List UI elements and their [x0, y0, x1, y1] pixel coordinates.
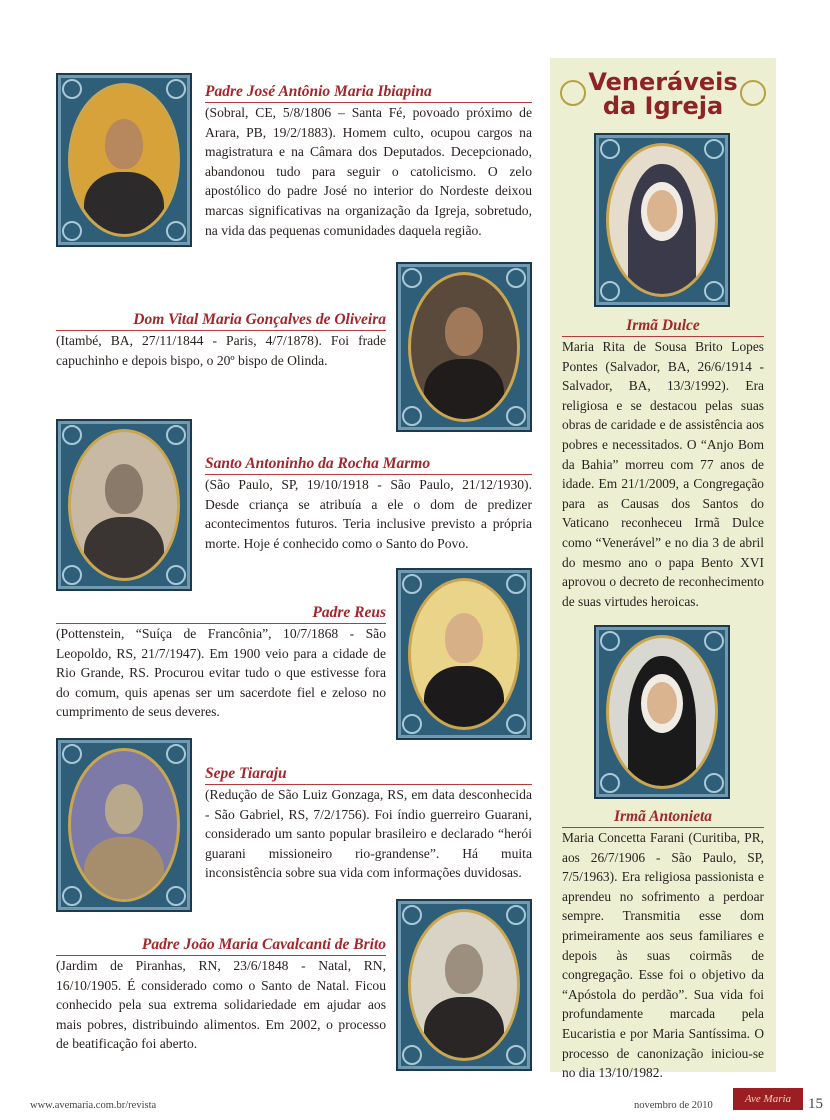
sidebar-title [550, 70, 776, 118]
entry-text: (Redução de São Luiz Gonzaga, RS, em data desconhecida - São Gabriel, RS, 7/2/1756). Foi índio guerreiro Guarani, considerado um santo popular brasileiro e declarado “herói guarani missioneiro rio-grandense”. Há muita inconsistência sobre sua vida com informações duvidosas. [205, 787, 532, 881]
footer-date: novembro de 2010 [634, 1100, 713, 1111]
portrait-padre-ibiapina [56, 73, 192, 247]
entry-title: Dom Vital Maria Gonçalves de Oliveira [133, 311, 386, 328]
portrait-padre-reus [396, 568, 532, 740]
entry-title: Padre José Antônio Maria Ibiapina [205, 83, 432, 100]
portrait-padre-joao-maria [396, 899, 532, 1071]
portrait-sepe-tiaraju [56, 738, 192, 912]
page-number: 15 [808, 1096, 823, 1112]
entry-title: Padre Reus [312, 604, 386, 621]
portrait-irma-dulce [594, 133, 730, 307]
entry-padre-ibiapina [205, 82, 532, 240]
sidebar-item-title: Irmã Antonieta [613, 808, 713, 825]
entry-dom-vital [56, 310, 386, 370]
footer-url[interactable]: www.avemaria.com.br/revista [30, 1100, 157, 1111]
entry-title: Sepe Tiaraju [205, 765, 287, 782]
sidebar-title-line2: da Igreja [602, 92, 724, 120]
sidebar-item-irma-dulce [562, 316, 764, 611]
entry-padre-reus [56, 603, 386, 722]
entry-text: (Itambé, BA, 27/11/1844 - Paris, 4/7/1878). Foi frade capuchinho e depois bispo, o 20º bispo de Olinda. [56, 333, 386, 368]
veneraveis-sidebar [550, 58, 776, 1081]
portrait-irma-antonieta [594, 625, 730, 799]
magazine-logo: Ave Maria [733, 1088, 803, 1110]
entry-title: Padre João Maria Cavalcanti de Brito [141, 936, 386, 953]
sidebar-item-text: Maria Concetta Farani (Curitiba, PR, aos 26/7/1906 - São Paulo, SP, 7/5/1963). Era religiosa passionista e aprendeu no sofrimento a perdoar sempre. Transmitia esse dom primeiramente aos seus familiares e depois às suas coirmãs de congregação. Esse foi o objetivo da “Apóstola do perdão”. Sua vida foi profundamente marcada pela Eucaristia e por Maria Santíssima. O processo de canonização iniciou-se no dia 13/10/1982. [562, 830, 764, 1081]
sidebar-item-irma-antonieta [562, 807, 764, 1083]
sidebar-title-line1: Veneráveis [588, 68, 738, 96]
entry-text: (Pottenstein, “Suíça de Francônia”, 10/7/1868 - São Leopoldo, RS, 21/7/1947). Em 1900 veio para a cidade de Rio Grande, RS. Procurou evitar tudo o que estivesse fora do comum, quis apenas ser um sacerdote fiel e zeloso no cumprimento de seus deveres. [56, 626, 386, 720]
entry-sepe-tiaraju [205, 764, 532, 883]
portrait-dom-vital [396, 262, 532, 432]
entry-text: (Jardim de Piranhas, RN, 23/6/1848 - Natal, RN, 16/10/1905. É considerado como o Santo de Natal. Ficou conhecido pela sua extrema solidariedade em ajudar aos mais pobres, distribuindo alimentos. Em 2002, o processo de beatificação foi aberto. [56, 958, 386, 1052]
entry-text: (Sobral, CE, 5/8/1806 – Santa Fé, povoado próximo de Arara, PB, 19/2/1883). Homem culto, ocupou cargos na magistratura e na Câmara dos Deputados. Decepcionado, abandonou tudo para seguir o catolicismo. O zelo apostólico do padre José no interior do Nordeste deixou marcas significativas na organização da Igreja, sobretudo, na vida das pequenas comunidades daquela região. [205, 105, 532, 238]
portrait-antoninho [56, 419, 192, 591]
sidebar-item-title: Irmã Dulce [626, 317, 700, 334]
entry-antoninho [205, 454, 532, 553]
entry-text: (São Paulo, SP, 19/10/1918 - São Paulo, 21/12/1930). Desde criança se atribuía a ele o dom de predizer acontecimentos futuros. Teria inclusive previsto a própria morte. Hoje é conhecido como o Santo do Povo. [205, 477, 532, 551]
entry-padre-joao-maria [56, 935, 386, 1054]
sidebar-item-text: Maria Rita de Sousa Brito Lopes Pontes (Salvador, BA, 26/6/1914 - Salvador, BA, 13/3/1992). Era religiosa e se destacou pelas suas obras de caridade e de assistência aos pobres e necessitados. O “Anjo Bom da Bahia” morreu com 77 anos de idade. Em 21/1/2009, a Congregação para as Causas dos Santos do Vaticano reconheceu Irmã Dulce como “Venerável” e no dia 3 de abril do mesmo ano o papa Bento XVI aprovou o decreto de reconhecimento de suas virtudes heroicas. [562, 339, 764, 609]
entry-title: Santo Antoninho da Rocha Marmo [205, 455, 431, 472]
